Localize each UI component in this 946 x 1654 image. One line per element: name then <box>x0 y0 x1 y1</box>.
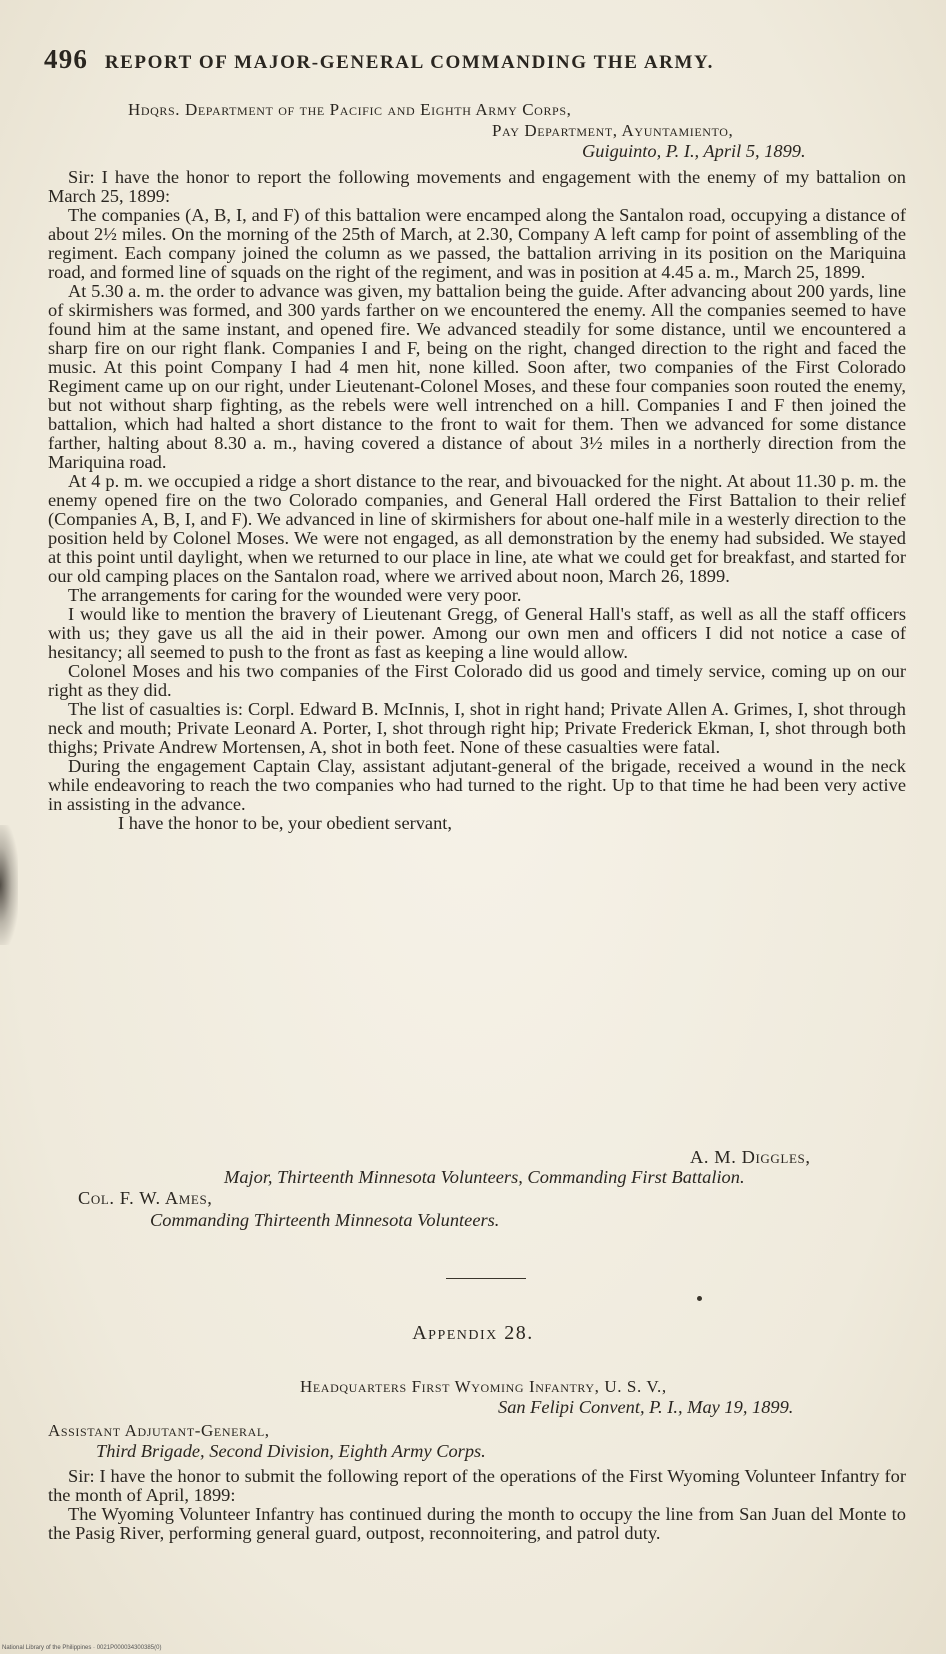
letter2-paragraph: Sir: I have the honor to submit the following report of the operations of the First Wyoming Volunteer Infantry for the month of April, 1899: <box>48 1466 906 1505</box>
page-number: 496 <box>44 44 89 74</box>
letter1-signature-name: A. M. Diggles, <box>690 1147 811 1167</box>
letter2-addressee-line2: Third Brigade, Second Division, Eighth Army Corps. <box>96 1441 486 1461</box>
letter1-addressee-name: Col. F. W. Ames, <box>78 1188 213 1208</box>
page-edge-shadow <box>0 825 18 945</box>
letter1-heading-line3: Guiguinto, P. I., April 5, 1899. <box>582 141 806 161</box>
letter1-paragraph: I would like to mention the bravery of Lieutenant Gregg, of General Hall's staff, as well as all the staff officers with us; they gave us all the aid in their power. Among our own men and officers I did not notice a case of hesitancy; all seemed to push to the front as fast as keeping a line would allow. <box>48 604 906 662</box>
letter1-paragraph: Colonel Moses and his two companies of the First Colorado did us good and timely service, coming up on our right as they did. <box>48 661 906 700</box>
letter1-addressee-title: Commanding Thirteenth Minnesota Volunteers. <box>150 1210 500 1230</box>
letter1-heading-line2: Pay Department, Ayuntamiento, <box>492 121 734 140</box>
running-title: REPORT OF MAJOR-GENERAL COMMANDING THE ARMY. <box>104 52 714 73</box>
letter1-body <box>48 168 906 833</box>
letter1-paragraph: At 4 p. m. we occupied a ridge a short distance to the rear, and bivouacked for the night. At about 11.30 p. m. the enemy opened fire on the two Colorado companies, and General Hall ordered the First Battalion to their relief (Companies A, B, I, and F). We advanced in line of skirmishers for about one-half mile in a westerly direction to the position held by Colonel Moses. We were not engaged, as all demonstration by the enemy had subsided. We stayed at this point until daylight, when we returned to our place in line, ate what we could get for breakfast, and started for our old camping places on the Santalon road, where we arrived about noon, March 26, 1899. <box>48 471 906 586</box>
letter1-paragraph: The companies (A, B, I, and F) of this battalion were encamped along the Santalon road, occupying a distance of about 2½ miles. On the morning of the 25th of March, at 2.30, Company A left camp for point of assembling of the regiment. Each company joined the column as we passed, the battalion arriving in its position on the Mariquina road, and formed line of squads on the right of the regiment, and was in position at 4.45 a. m., March 25, 1899. <box>48 205 906 282</box>
letter1-paragraph: During the engagement Captain Clay, assistant adjutant-general of the brigade, received a wound in the neck while endeavoring to reach the two companies who had turned to the right. Up to that time he had been very active in assisting in the advance. <box>48 756 906 814</box>
running-head <box>44 44 904 75</box>
letter1-signature-title: Major, Thirteenth Minnesota Volunteers, Commanding First Battalion. <box>224 1167 745 1187</box>
letter1-paragraph: The list of casualties is: Corpl. Edward B. McInnis, I, shot in right hand; Private Allen A. Grimes, I, shot through neck and mouth; Private Leonard A. Porter, I, shot through right hip; Private Frederick Ekman, I, shot through both thighs; Private Andrew Mortensen, A, shot in both feet. None of these casualties were fatal. <box>48 699 906 757</box>
letter1-closing: I have the honor to be, your obedient servant, <box>118 813 452 833</box>
letter1-paragraph: At 5.30 a. m. the order to advance was given, my battalion being the guide. After advancing about 200 yards, line of skirmishers was formed, and 300 yards farther on we encountered the enemy. All the companies seemed to have found him at the same instant, and opened fire. We advanced steadily for some distance, until we encountered a sharp fire on our right flank. Companies I and F, being on the right, changed direction to the right and faced the music. At this point Company I had 4 men hit, none killed. Soon after, two companies of the First Colorado Regiment came up on our right, under Lieutenant-Colonel Moses, and these four companies soon routed the enemy, but not without sharp fighting, as the rebels were well intrenched on a hill. Companies I and F then joined the battalion, which had halted a short distance to the front to wait for them. Then we advanced for some distance farther, halting about 8.30 a. m., having covered a distance of about 3½ miles in a northerly direction from the Mariquina road. <box>48 281 906 472</box>
letter1-paragraph: The arrangements for caring for the wounded were very poor. <box>68 585 522 605</box>
letter1-paragraph: Sir: I have the honor to report the following movements and engagement with the enemy of my battalion on March 25, 1899: <box>48 167 906 206</box>
ink-speck <box>697 1296 702 1301</box>
scan-footer: National Library of the Philippines · 0021P000034300385(0) <box>2 1645 162 1651</box>
appendix-title: Appendix 28. <box>412 1322 534 1344</box>
letter2-heading-line2: San Felipi Convent, P. I., May 19, 1899. <box>498 1397 794 1417</box>
section-divider <box>446 1278 526 1279</box>
letter2-addressee-line1: Assistant Adjutant-General, <box>48 1421 270 1440</box>
letter2-heading-line1: Headquarters First Wyoming Infantry, U. S. V., <box>300 1377 667 1396</box>
letter1-heading-line1: Hdqrs. Department of the Pacific and Eighth Army Corps, <box>128 100 572 119</box>
letter2-paragraph: The Wyoming Volunteer Infantry has continued during the month to occupy the line from San Juan del Monte to the Pasig River, performing general guard, outpost, reconnoitering, and patrol duty. <box>48 1504 906 1543</box>
letter2-body <box>48 1467 906 1543</box>
